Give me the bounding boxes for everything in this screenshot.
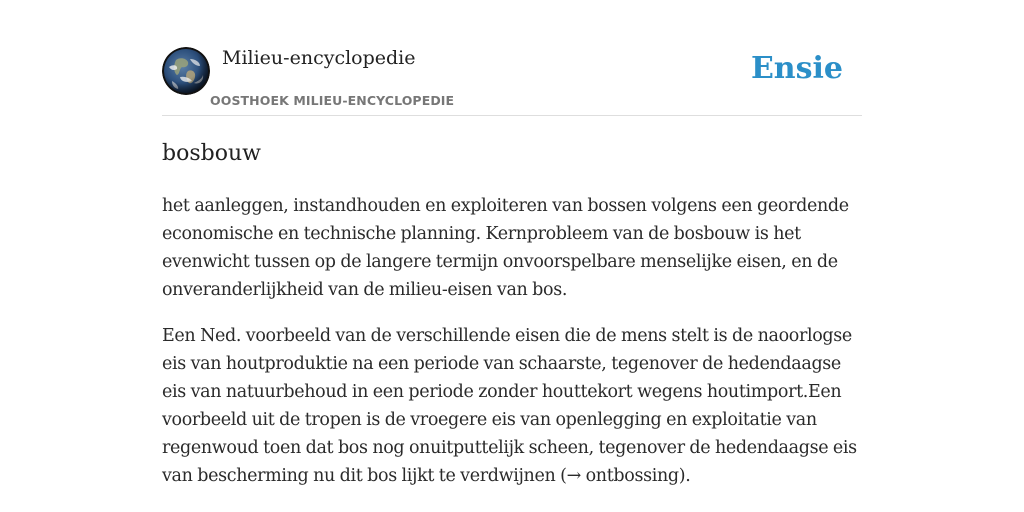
site-name-link[interactable]: Milieu-encyclopedie	[222, 47, 416, 69]
earth-globe-icon[interactable]	[162, 47, 210, 95]
brand-logo-link[interactable]: Ensie	[750, 51, 843, 86]
site-header	[162, 40, 862, 116]
page-title: bosbouw	[162, 141, 261, 166]
publisher-label: OOSTHOEK MILIEU-ENCYCLOPEDIE	[210, 93, 455, 108]
paragraph-2-end: ).	[678, 466, 691, 486]
paragraph-2-text: Een Ned. voorbeeld van de verschillende eisen die de mens stelt is de naoorlogse eis van houtproduktie na een periode van schaarste, tegenover de hedendaagse eis van natuurbehoud in een periode zonder houttekort wegens houtimport.Een voorbeeld uit de tropen is de vroegere eis van openlegging en exploitatie van regenwoud toen dat bos nog onuitputtelijk scheen, tegenover de hedendaagse eis van bescherming nu dit bos lijkt te verdwijnen (	[162, 326, 857, 486]
arrow-right-icon: →	[566, 466, 581, 486]
article-paragraph-1: het aanleggen, instandhouden en exploiteren van bossen volgens een geordende economische en technische planning. Kernprobleem van de bosbouw is het evenwicht tussen op de langere termijn onvoorspelbare menselijke eisen, en de onveranderlijkheid van de milieu-eisen van bos.	[162, 196, 849, 300]
cross-reference-link[interactable]: ontbossing	[585, 466, 679, 486]
article-paragraph-2	[162, 322, 862, 490]
article-body	[162, 192, 862, 508]
earth-globe-image	[162, 47, 210, 95]
